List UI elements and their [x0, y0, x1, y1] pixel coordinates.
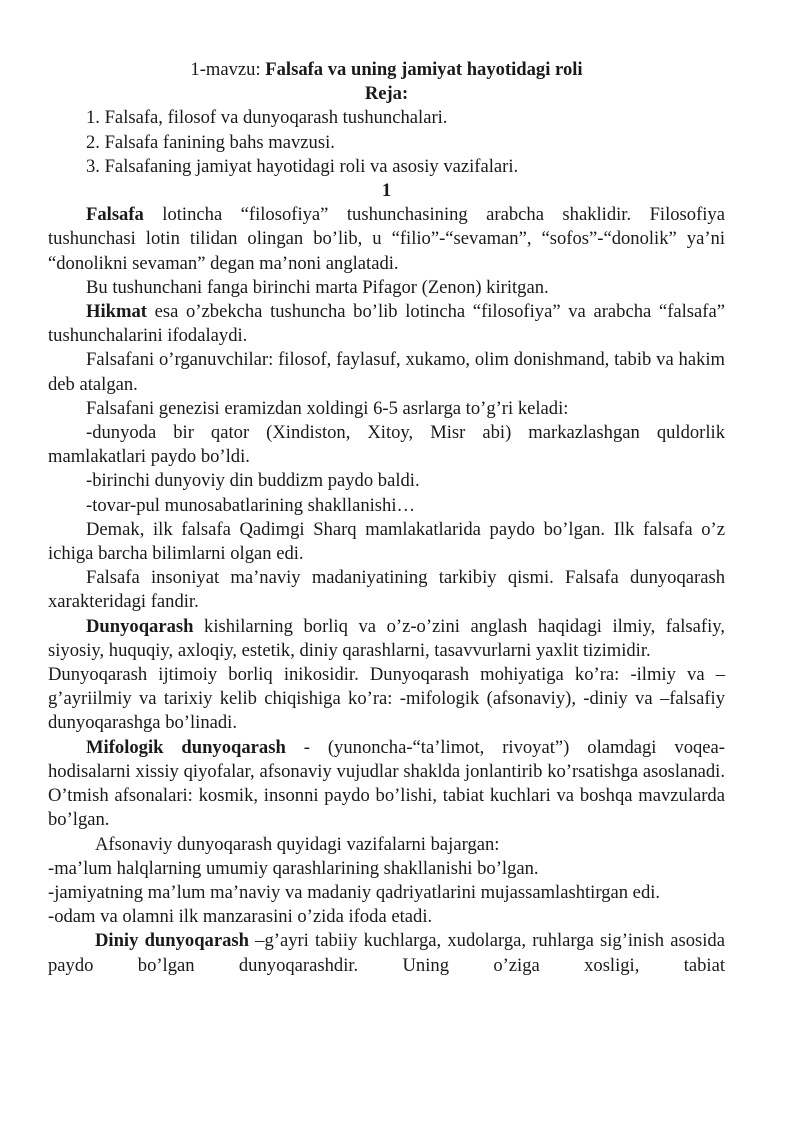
paragraph-demak: Demak, ilk falsafa Qadimgi Sharq mamlakatlarida paydo bo’lgan. Ilk falsafa o’z ichiga barcha bilimlarni olgan edi. — [48, 518, 725, 565]
paragraph-text: lotincha “filosofiya” tushunchasining arabcha shaklidir. Filosofiya tushunchasi lotin tilidan olingan bo’lib, u “filio”-“sevaman”, “sofos”-“donolik” ya’ni “donolikni sevaman” degan ma’noni anglatadi. — [48, 204, 725, 274]
paragraph-pifagor: Bu tushunchani fanga birinchi marta Pifagor (Zenon) kiritgan. — [86, 276, 549, 298]
list-item-odam-olam: -odam va olamni ilk manzarasini o’zida ifoda etadi. — [48, 906, 433, 928]
paragraph-text: –g’ayri tabiiy kuchlarga, xudolarga, ruhlarga sig’inish asosida paydo bo’lgan dunyoqarashdir. Uning o’ziga xosligi, tabiat — [48, 930, 725, 976]
paragraph-genezis: Falsafani genezisi eramizdan xoldingi 6-5 asrlarga to’g’ri keladi: — [86, 397, 569, 419]
list-item-quldorlik: -dunyoda bir qator (Xindiston, Xitoy, Misr abi) markazlashgan quldorlik mamlakatlari paydo bo’ldi. — [48, 422, 725, 468]
topic-title: Falsafa va uning jamiyat hayotidagi roli — [265, 59, 583, 80]
topic-prefix: 1-mavzu: — [190, 59, 261, 80]
paragraph-text: kishilarning borliq va o’z-o’zini anglash haqidagi ilmiy, falsafiy, siyosiy, huquqiy, axloqiy, estetik, diniy qarashlarni, tasavvurlarni yaxlit tizimidir. — [48, 615, 725, 661]
term-mifologik-dunyoqarash: Mifologik dunyoqarash — [86, 736, 286, 758]
term-diniy-dunyoqarash: Diniy dunyoqarash — [95, 930, 249, 952]
paragraph-falsafa — [48, 203, 725, 276]
plan-item-2: 2. Falsafa fanining bahs mavzusi. — [86, 131, 335, 153]
section-number: 1 — [381, 180, 392, 202]
list-item-halqlar: -ma’lum halqlarning umumiy qarashlarining shakllanishi bo’lgan. — [48, 857, 539, 879]
paragraph-organuvchilar: Falsafani o’rganuvchilar: filosof, faylasuf, xukamo, olim donishmand, tabib va hakim deb atalgan. — [48, 349, 725, 395]
plan-item-3: 3. Falsafaning jamiyat hayotidagi roli va asosiy vazifalari. — [86, 155, 519, 177]
paragraph-text: esa o’zbekcha tushuncha bo’lib lotincha “filosofiya” va arabcha “falsafa” tushunchalarini ifodalaydi. — [48, 301, 725, 347]
plan-heading: Reja: — [364, 83, 409, 105]
paragraph-dunyoqarash-inikos: Dunyoqarash ijtimoiy borliq inikosidir. Dunyoqarash mohiyatiga ko’ra: -ilmiy va –g’ayriilmiy va tarixiy kelib chiqishiga ko’ra: -mifologik (afsonaviy), -diniy va –falsafiy dunyoqarashga bo’linadi. — [48, 664, 725, 734]
document-page — [48, 58, 725, 978]
paragraph-afsonaviy: Afsonaviy dunyoqarash quyidagi vazifalarni bajargan: — [95, 833, 500, 855]
paragraph-dunyoqarash — [48, 615, 725, 663]
term-dunyoqarash: Dunyoqarash — [86, 615, 194, 637]
paragraph-diniy — [48, 929, 725, 977]
paragraph-hikmat — [48, 300, 725, 348]
list-item-buddizm: -birinchi dunyoviy din buddizm paydo baldi. — [86, 470, 420, 492]
term-hikmat: Hikmat — [86, 301, 147, 323]
plan-item-1: 1. Falsafa, filosof va dunyoqarash tushunchalari. — [86, 107, 448, 129]
list-item-tovar-pul: -tovar-pul munosabatlarining shakllanishi… — [86, 494, 416, 516]
term-falsafa: Falsafa — [86, 204, 144, 226]
paragraph-text: - (yunoncha-“ta’limot, rivoyat”) olamdagi voqea-hodisalarni xissiy qiyofalar, afsonaviy vujudlar shaklda jonlantirib ko’rsatishga asoslanadi. O’tmish afsonalari: kosmik, insonni paydo bo’lishi, tabiat kuchlari va boshqa mavzularda bo’lgan. — [48, 736, 725, 831]
paragraph-falsafa-insoniyat: Falsafa insoniyat ma’naviy madaniyatining tarkibiy qismi. Falsafa dunyoqarash xarakteridagi fandir. — [48, 567, 725, 613]
paragraph-mifologik — [48, 736, 725, 833]
topic-title-line — [48, 58, 725, 82]
list-item-jamiyat: -jamiyatning ma’lum ma’naviy va madaniy qadriyatlarini mujassamlashtirgan edi. — [48, 881, 661, 903]
